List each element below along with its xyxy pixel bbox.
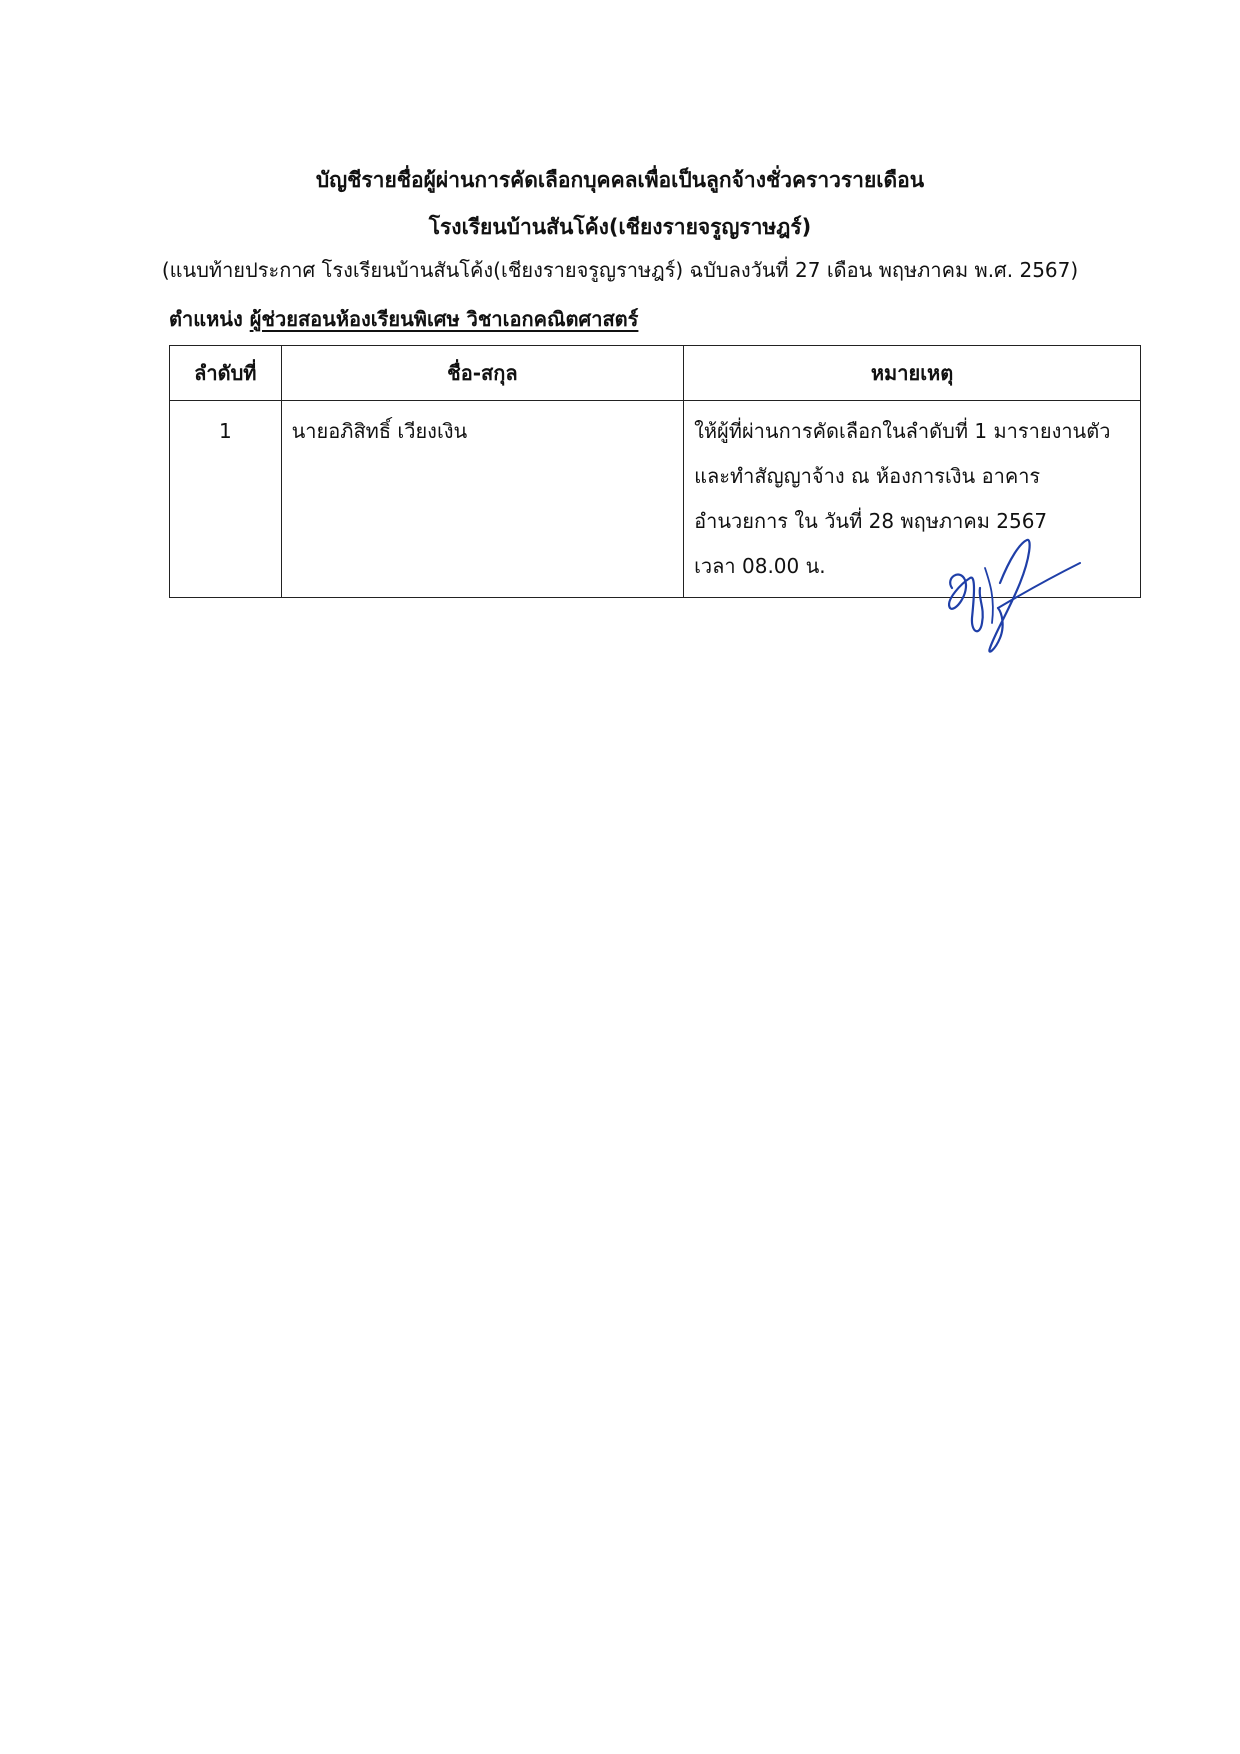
- signature-stroke: [989, 540, 1029, 652]
- signature-stroke: [949, 575, 983, 632]
- school-name: โรงเรียนบ้านสันโค้ง(เชียงรายจรูญราษฎร์): [428, 215, 812, 239]
- cell-no: 1: [170, 401, 282, 598]
- note-line: และทำสัญญาจ้าง ณ ห้องการเงิน อาคาร: [694, 464, 1041, 488]
- signature-stroke: [998, 563, 1080, 608]
- cell-name: นายอภิสิทธิ์ เวียงเงิน: [281, 401, 683, 598]
- note-line: อำนวยการ ใน วันที่ 28 พฤษภาคม 2567: [694, 509, 1048, 533]
- signature-icon: [940, 538, 1090, 663]
- table-header-row: [170, 346, 1141, 401]
- header-note: หมายเหตุ: [684, 346, 1141, 401]
- position-label: ตำแหน่ง: [169, 307, 243, 331]
- position-line: [169, 305, 638, 333]
- note-line: เวลา 08.00 น.: [694, 554, 826, 578]
- signature-stroke: [985, 568, 993, 623]
- note-line: ให้ผู้ที่ผ่านการคัดเลือกในลำดับที่ 1 มารายงานตัว: [694, 419, 1111, 443]
- document-title: บัญชีรายชื่อผู้ผ่านการคัดเลือกบุคคลเพื่อเป็นลูกจ้างชั่วคราวรายเดือน: [315, 168, 925, 192]
- header-name: ชื่อ-สกุล: [281, 346, 683, 401]
- position-value: ผู้ช่วยสอนห้องเรียนพิเศษ วิชาเอกคณิตศาสตร์: [249, 307, 639, 331]
- announcement-reference: (แนบท้ายประกาศ โรงเรียนบ้านสันโค้ง(เชียงรายจรูญราษฎร์) ฉบับลงวันที่ 27 เดือน พฤษภาคม พ.ศ. 2567): [161, 258, 1079, 282]
- header-no: ลำดับที่: [170, 346, 282, 401]
